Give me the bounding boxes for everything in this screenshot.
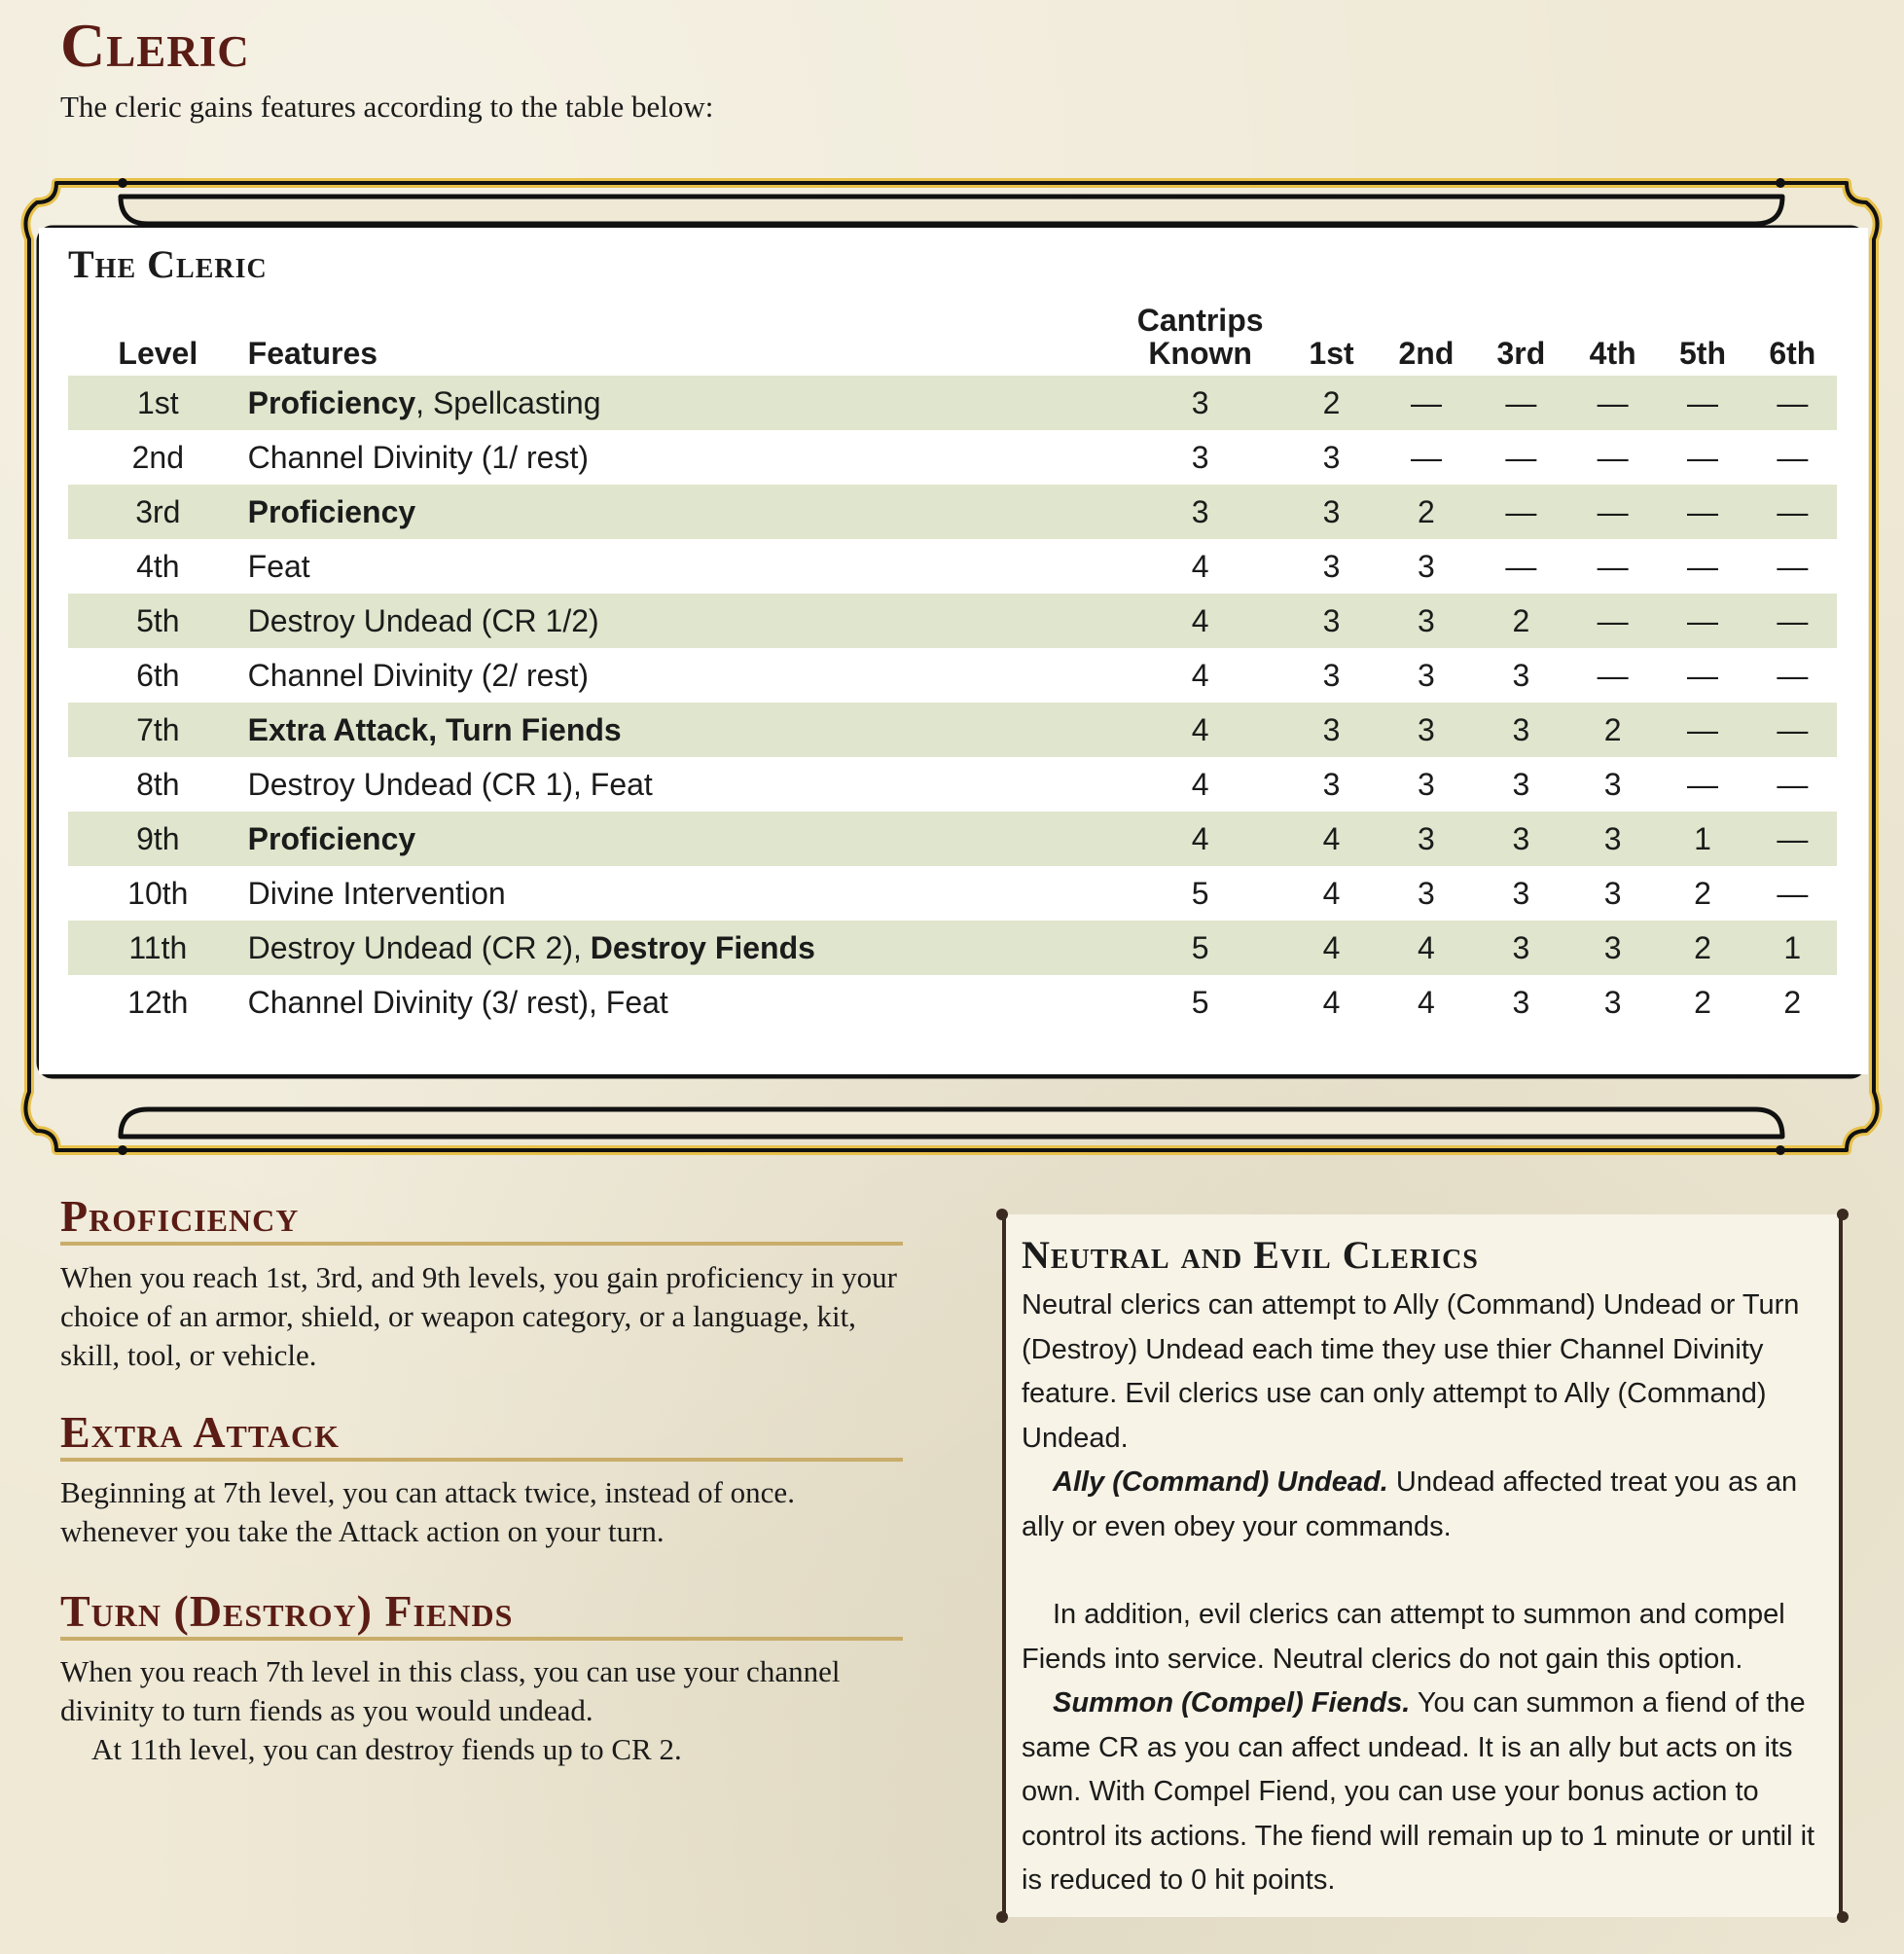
cell-level: 12th xyxy=(127,984,189,1020)
turn-fiends-heading: Turn (Destroy) Fiends xyxy=(60,1588,903,1641)
cell-level: 8th xyxy=(136,766,180,802)
ally-undead-label: Ally (Command) Undead. xyxy=(1053,1466,1388,1498)
cell-cantrips: 4 xyxy=(1116,594,1283,648)
feature-plain: Divine Intervention xyxy=(247,875,506,911)
cell-features xyxy=(248,485,1117,539)
header-slot-1st: 1st xyxy=(1309,336,1354,371)
cell-slot-s1: 3 xyxy=(1322,766,1341,802)
cell-level: 2nd xyxy=(131,439,185,475)
feature-bold-2: Destroy Fiends xyxy=(590,929,815,965)
cell-slot-s2: 2 xyxy=(1379,485,1473,539)
cell-slot-s3: 3 xyxy=(1474,921,1568,975)
feature-bold: Proficiency xyxy=(247,384,416,420)
sidebar-spacer xyxy=(1022,1549,1825,1593)
table-row xyxy=(68,594,1837,648)
cell-slot-s4: 3 xyxy=(1603,984,1622,1020)
cell-cantrips: 5 xyxy=(1191,875,1209,911)
cell-slot-s2: 3 xyxy=(1379,703,1473,757)
header-cantrips xyxy=(1116,304,1283,376)
table-header-row xyxy=(68,304,1837,376)
header-level: Level xyxy=(118,336,198,371)
cell-slot-s3: 2 xyxy=(1474,594,1568,648)
header-slot-5th: 5th xyxy=(1678,336,1726,371)
sidebar-summon-paragraph xyxy=(1022,1682,1825,1903)
table-row xyxy=(68,485,1837,539)
header-slot-6th: 6th xyxy=(1769,336,1816,371)
feature-plain: Feat xyxy=(247,548,310,584)
cell-level: 9th xyxy=(68,812,248,866)
cell-slot-s6: — xyxy=(1748,376,1837,430)
cell-slot-s3: — xyxy=(1505,548,1537,584)
cell-slot-s4: — xyxy=(1568,376,1657,430)
sidebar-heading: Neutral and Evil Clerics xyxy=(1022,1233,1479,1277)
feature-plain: Channel Divinity (2/ rest) xyxy=(247,657,589,693)
cell-cantrips: 4 xyxy=(1191,657,1209,693)
cell-level: 10th xyxy=(127,875,189,911)
cell-slot-s6: — xyxy=(1777,657,1809,693)
cell-slot-s3: 3 xyxy=(1474,812,1568,866)
cell-slot-s5: — xyxy=(1686,439,1718,475)
cell-features xyxy=(248,812,1117,866)
proficiency-heading: Proficiency xyxy=(60,1193,903,1246)
class-table-card xyxy=(39,228,1868,1074)
cell-slot-s6: — xyxy=(1748,594,1837,648)
header-cantrips-line2: Known xyxy=(1148,336,1252,371)
header-slot-3rd: 3rd xyxy=(1496,336,1546,371)
cell-features xyxy=(248,648,1117,703)
cell-level: 4th xyxy=(136,548,180,584)
cell-slot-s2: 3 xyxy=(1379,812,1473,866)
table-row xyxy=(68,866,1837,921)
cell-slot-s6: — xyxy=(1748,703,1837,757)
summon-fiends-text: You can summon a fiend of the same CR as you can affect undead. It is an ally but acts on its own. With Compel Fiend, you can use your bonus action to control its actions. The fiend will remain up to 1 minute or until it is reduced to 0 hit points. xyxy=(1022,1687,1815,1896)
header-slot-2nd: 2nd xyxy=(1398,336,1455,371)
cell-features xyxy=(248,594,1117,648)
cell-slot-s5: — xyxy=(1686,548,1718,584)
turn-fiends-text-2: At 11th level, you can destroy fiends up to CR 2. xyxy=(91,1732,682,1766)
table-body xyxy=(68,376,1837,1030)
extra-attack-text: Beginning at 7th level, you can attack twice, instead of once. whenever you take the Attack action on your turn. xyxy=(60,1475,795,1548)
cell-level: 11th xyxy=(68,921,248,975)
cell-slot-s6: — xyxy=(1777,875,1809,911)
cell-slot-s1: 4 xyxy=(1284,921,1379,975)
cell-features xyxy=(248,430,1117,485)
header-cantrips-line1: Cantrips xyxy=(1136,303,1264,338)
table-row xyxy=(68,921,1837,975)
cell-slot-s3: 3 xyxy=(1512,766,1530,802)
table-row xyxy=(68,757,1837,812)
sidebar-pin-top-left xyxy=(996,1209,1008,1220)
cell-features xyxy=(248,539,1117,594)
cell-slot-s6: — xyxy=(1777,766,1809,802)
sidebar-pin-top-right xyxy=(1837,1209,1849,1220)
table-row xyxy=(68,648,1837,703)
feature-plain: Channel Divinity (3/ rest), Feat xyxy=(247,984,668,1020)
turn-fiends-text-1: When you reach 7th level in this class, you can use your channel divinity to turn fiends as you would undead. xyxy=(60,1654,841,1727)
header-slot-4th: 4th xyxy=(1589,336,1636,371)
cell-slot-s3: 3 xyxy=(1474,703,1568,757)
cell-slot-s4: — xyxy=(1597,657,1629,693)
cell-slot-s2: 3 xyxy=(1379,594,1473,648)
class-table xyxy=(68,304,1837,1030)
cell-slot-s2: 4 xyxy=(1418,984,1435,1020)
cell-slot-s5: 2 xyxy=(1657,921,1747,975)
table-title: The Cleric xyxy=(68,242,268,286)
cell-slot-s1: 2 xyxy=(1284,376,1379,430)
cell-level: 5th xyxy=(68,594,248,648)
cell-slot-s4: — xyxy=(1568,594,1657,648)
sidebar-pin-bottom-left xyxy=(996,1911,1008,1923)
cell-slot-s6: — xyxy=(1777,439,1809,475)
cell-slot-s2: 3 xyxy=(1418,875,1435,911)
cell-cantrips: 4 xyxy=(1191,766,1209,802)
feature-plain: Destroy Undead (CR 2), xyxy=(247,929,591,965)
cell-slot-s3: 3 xyxy=(1512,657,1530,693)
cell-cantrips: 4 xyxy=(1116,703,1283,757)
feature-plain: Channel Divinity (1/ rest) xyxy=(247,439,589,475)
cell-slot-s4: 3 xyxy=(1603,875,1622,911)
summon-fiends-label: Summon (Compel) Fiends. xyxy=(1053,1687,1411,1719)
cell-slot-s4: — xyxy=(1597,439,1629,475)
cell-slot-s2: — xyxy=(1379,376,1473,430)
cell-slot-s4: — xyxy=(1568,485,1657,539)
cell-slot-s3: — xyxy=(1474,485,1568,539)
cell-features xyxy=(248,703,1117,757)
table-row xyxy=(68,430,1837,485)
cell-cantrips: 4 xyxy=(1191,548,1209,584)
cell-cantrips: 5 xyxy=(1191,984,1209,1020)
cell-slot-s2: 3 xyxy=(1418,657,1435,693)
cell-features xyxy=(248,921,1117,975)
cell-slot-s5: 2 xyxy=(1694,875,1711,911)
page-title: Cleric xyxy=(60,11,250,80)
cell-slot-s2: 3 xyxy=(1418,548,1435,584)
cell-features xyxy=(248,376,1117,430)
cell-slot-s4: 2 xyxy=(1568,703,1657,757)
cell-cantrips: 4 xyxy=(1116,812,1283,866)
proficiency-section xyxy=(60,1258,916,1375)
cell-cantrips: 3 xyxy=(1116,376,1283,430)
cell-slot-s1: 4 xyxy=(1322,984,1341,1020)
cell-level: 3rd xyxy=(68,485,248,539)
sidebar-paragraph-1: Neutral clerics can attempt to Ally (Command) Undead or Turn (Destroy) Undead each time they use thier Channel Divinity feature. Evil clerics use can only attempt to Ally (Command) Undead. xyxy=(1022,1289,1800,1454)
cell-slot-s4: — xyxy=(1597,548,1629,584)
cell-slot-s2: 4 xyxy=(1379,921,1473,975)
cell-slot-s1: 3 xyxy=(1322,548,1341,584)
cell-slot-s3: 3 xyxy=(1512,984,1530,1020)
feature-bold: Proficiency xyxy=(247,493,416,529)
cell-cantrips: 3 xyxy=(1116,485,1283,539)
ally-undead-text: Undead affected treat you as an ally or even obey your commands. xyxy=(1022,1466,1798,1542)
cell-slot-s6: — xyxy=(1777,548,1809,584)
table-row xyxy=(68,703,1837,757)
cell-slot-s5: — xyxy=(1657,485,1747,539)
intro-text: The cleric gains features according to the table below: xyxy=(60,90,714,124)
cell-slot-s1: 3 xyxy=(1284,485,1379,539)
feature-bold: Proficiency xyxy=(247,820,416,856)
cell-features xyxy=(248,757,1117,812)
cell-slot-s2: — xyxy=(1410,439,1442,475)
cell-level: 7th xyxy=(68,703,248,757)
cell-slot-s3: 3 xyxy=(1512,875,1530,911)
sidebar-paragraph-3: In addition, evil clerics can attempt to summon and compel Fiends into service. Neutral clerics do not gain this option. xyxy=(1022,1599,1785,1675)
cell-slot-s2: 3 xyxy=(1418,766,1435,802)
cell-level: 1st xyxy=(68,376,248,430)
sidebar-neutral-evil-clerics xyxy=(1002,1214,1843,1917)
cell-slot-s1: 4 xyxy=(1284,812,1379,866)
turn-fiends-section xyxy=(60,1652,916,1769)
cell-slot-s5: — xyxy=(1686,657,1718,693)
table-row xyxy=(68,376,1837,430)
extra-attack-heading: Extra Attack xyxy=(60,1409,903,1462)
sidebar-pin-bottom-right xyxy=(1837,1911,1849,1923)
cell-slot-s3: — xyxy=(1474,376,1568,430)
cell-slot-s1: 3 xyxy=(1322,657,1341,693)
cell-slot-s4: 3 xyxy=(1568,812,1657,866)
proficiency-text: When you reach 1st, 3rd, and 9th levels, you gain proficiency in your choice of an armor, shield, or weapon category, or a language, kit, skill, tool, or vehicle. xyxy=(60,1260,898,1372)
cell-slot-s1: 3 xyxy=(1322,439,1341,475)
table-row xyxy=(68,975,1837,1030)
cell-slot-s5: — xyxy=(1657,594,1747,648)
cell-slot-s5: — xyxy=(1686,766,1718,802)
cell-features xyxy=(248,975,1117,1030)
cell-slot-s4: 3 xyxy=(1568,921,1657,975)
cell-features xyxy=(248,866,1117,921)
cell-slot-s5: — xyxy=(1657,376,1747,430)
cell-slot-s6: — xyxy=(1748,485,1837,539)
cell-slot-s1: 3 xyxy=(1284,703,1379,757)
cell-slot-s1: 4 xyxy=(1322,875,1341,911)
table-row xyxy=(68,812,1837,866)
cell-level: 6th xyxy=(136,657,180,693)
header-features: Features xyxy=(247,336,378,371)
cell-slot-s5: 1 xyxy=(1657,812,1747,866)
extra-attack-section xyxy=(60,1473,916,1551)
cell-slot-s3: — xyxy=(1505,439,1537,475)
cell-slot-s1: 3 xyxy=(1284,594,1379,648)
table-row xyxy=(68,539,1837,594)
cell-cantrips: 3 xyxy=(1191,439,1209,475)
sidebar-ally-paragraph xyxy=(1022,1461,1825,1549)
cell-cantrips: 5 xyxy=(1116,921,1283,975)
cell-slot-s6: 2 xyxy=(1783,984,1802,1020)
feature-bold: Extra Attack, Turn Fiends xyxy=(247,711,622,747)
cell-slot-s6: 1 xyxy=(1748,921,1837,975)
cell-slot-s4: 3 xyxy=(1603,766,1622,802)
feature-plain: Destroy Undead (CR 1), Feat xyxy=(247,766,653,802)
cell-slot-s5: — xyxy=(1657,703,1747,757)
cell-slot-s5: 2 xyxy=(1694,984,1711,1020)
feature-plain: , Spellcasting xyxy=(415,384,601,420)
feature-plain: Destroy Undead (CR 1/2) xyxy=(247,602,599,638)
cell-slot-s6: — xyxy=(1748,812,1837,866)
